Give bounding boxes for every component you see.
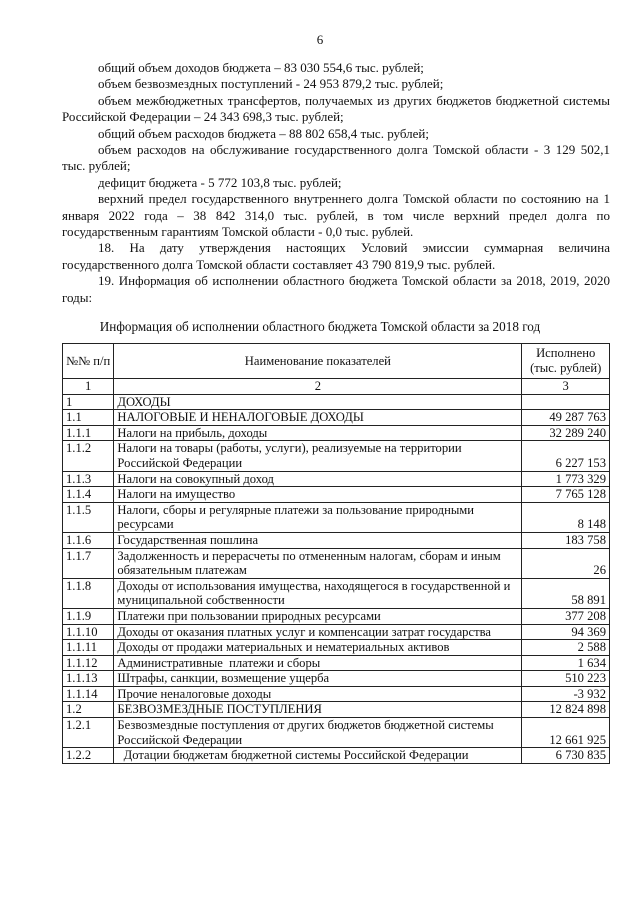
row-code: 1.1.14	[63, 686, 114, 702]
row-name: Налоги на совокупный доход	[114, 471, 522, 487]
row-code: 1.1.5	[63, 502, 114, 532]
row-value: 6 730 835	[522, 748, 610, 764]
table-row	[63, 624, 610, 640]
row-code: 1.1	[63, 410, 114, 426]
row-code: 1.1.12	[63, 655, 114, 671]
paragraph-expenses-total: общий объем расходов бюджета – 88 802 658,4 тыс. рублей;	[98, 125, 429, 141]
row-code: 1.1.3	[63, 471, 114, 487]
row-value: 49 287 763	[522, 410, 610, 426]
row-name: Налоги на прибыль, доходы	[114, 425, 522, 441]
column-number: 1	[63, 379, 114, 395]
row-code: 1.1.9	[63, 608, 114, 624]
row-code: 1.1.1	[63, 425, 114, 441]
column-number: 2	[114, 379, 522, 395]
table-row	[63, 608, 610, 624]
table-row	[63, 471, 610, 487]
row-name: Государственная пошлина	[114, 532, 522, 548]
budget-execution-table	[62, 343, 610, 764]
row-name: Платежи при пользовании природных ресурсами	[114, 608, 522, 624]
row-code: 1.1.13	[63, 671, 114, 687]
row-value: 377 208	[522, 608, 610, 624]
table-row	[63, 748, 610, 764]
row-name: Прочие неналоговые доходы	[114, 686, 522, 702]
row-value: 1 773 329	[522, 471, 610, 487]
table-row	[63, 394, 610, 410]
table-row	[63, 502, 610, 532]
table-row	[63, 686, 610, 702]
table-row	[63, 578, 610, 608]
table-row	[63, 441, 610, 471]
page-number: 6	[316, 32, 324, 47]
row-code: 1.1.6	[63, 532, 114, 548]
row-value: -3 932	[522, 686, 610, 702]
table-header-row	[63, 344, 610, 379]
row-value: 6 227 153	[522, 441, 610, 471]
row-value: 26	[522, 548, 610, 578]
row-code: 1.1.10	[63, 624, 114, 640]
paragraph-deficit: дефицит бюджета - 5 772 103,8 тыс. рублей;	[98, 174, 342, 190]
table-row	[63, 532, 610, 548]
row-name: Доходы от оказания платных услуг и компенсации затрат государства	[114, 624, 522, 640]
row-code: 1.2	[63, 702, 114, 718]
row-code: 1.1.8	[63, 578, 114, 608]
row-value: 94 369	[522, 624, 610, 640]
row-value: 12 824 898	[522, 702, 610, 718]
body-text	[62, 60, 610, 306]
table-row	[63, 655, 610, 671]
paragraph-interbudget-transfers: объем межбюджетных трансфертов, получаемых из других бюджетов бюджетной системы Российской Федерации – 24 343 698,3 тыс. рублей;	[62, 92, 610, 125]
row-code: 1.2.2	[63, 748, 114, 764]
row-code: 1.1.2	[63, 441, 114, 471]
row-code: 1.2.1	[63, 718, 114, 748]
row-name: НАЛОГОВЫЕ И НЕНАЛОГОВЫЕ ДОХОДЫ	[114, 410, 522, 426]
paragraph-18: 18. На дату утверждения настоящих Условий эмиссии суммарная величина государственного долга Томской области составляет 43 790 819,9 тыс. рублей.	[62, 240, 610, 272]
row-name: Задолженность и перерасчеты по отмененным налогам, сборам и иным обязательным платежам	[114, 548, 522, 578]
row-value: 2 588	[522, 640, 610, 656]
paragraph-debt-limit: верхний предел государственного внутреннего долга Томской области по состоянию на 1 января 2022 года – 38 842 314,0 тыс. рублей, в том числе верхний предел долга по государственным гарантиям Томской области - 0,0 тыс. рублей.	[62, 191, 610, 240]
row-value: 58 891	[522, 578, 610, 608]
row-name: Доходы от использования имущества, находящегося в государственной и муниципальной собственности	[114, 578, 522, 608]
table-row	[63, 410, 610, 426]
row-code: 1	[63, 394, 114, 410]
row-name: Доходы от продажи материальных и нематериальных активов	[114, 640, 522, 656]
row-name: Налоги на товары (работы, услуги), реализуемые на территории Российской Федерации	[114, 441, 522, 471]
row-name: Налоги на имущество	[114, 487, 522, 503]
row-value: 510 223	[522, 671, 610, 687]
row-name: Безвозмездные поступления от других бюджетов бюджетной системы Российской Федерации	[114, 718, 522, 748]
row-value: 32 289 240	[522, 425, 610, 441]
row-name: Налоги, сборы и регулярные платежи за пользование природными ресурсами	[114, 502, 522, 532]
paragraph-income-total: общий объем доходов бюджета – 83 030 554,6 тыс. рублей;	[98, 60, 424, 75]
table-row	[63, 548, 610, 578]
row-name: Штрафы, санкции, возмещение ущерба	[114, 671, 522, 687]
row-code: 1.1.4	[63, 487, 114, 503]
column-number: 3	[522, 379, 610, 395]
header-executed: Исполнено (тыс. рублей)	[522, 344, 610, 379]
paragraph-debt-service: объем расходов на обслуживание государственного долга Томской области - 3 129 502,1 тыс. рублей;	[62, 142, 610, 174]
table-caption: Информация об исполнении областного бюджета Томской области за 2018 год	[99, 319, 541, 334]
table-row	[63, 718, 610, 748]
column-number-row	[63, 379, 610, 395]
row-name: ДОХОДЫ	[114, 394, 522, 410]
table-row	[63, 702, 610, 718]
row-code: 1.1.7	[63, 548, 114, 578]
paragraph-gratuitous-receipts: объем безвозмездных поступлений - 24 953 879,2 тыс. рублей;	[98, 76, 444, 92]
table-row	[63, 671, 610, 687]
table-row	[63, 425, 610, 441]
row-name: БЕЗВОЗМЕЗДНЫЕ ПОСТУПЛЕНИЯ	[114, 702, 522, 718]
row-name: Административные платежи и сборы	[114, 655, 522, 671]
row-value: 1 634	[522, 655, 610, 671]
row-value: 12 661 925	[522, 718, 610, 748]
table-row	[63, 640, 610, 656]
paragraph-19: 19. Информация об исполнении областного бюджета Томской области за 2018, 2019, 2020 годы:	[62, 273, 610, 305]
header-number: №№ п/п	[63, 344, 114, 379]
row-value	[522, 394, 610, 410]
row-name: Дотации бюджетам бюджетной системы Российской Федерации	[114, 748, 522, 764]
row-value: 183 758	[522, 532, 610, 548]
row-value: 7 765 128	[522, 487, 610, 503]
row-code: 1.1.11	[63, 640, 114, 656]
header-indicator-name: Наименование показателей	[114, 344, 522, 379]
table-row	[63, 487, 610, 503]
row-value: 8 148	[522, 502, 610, 532]
